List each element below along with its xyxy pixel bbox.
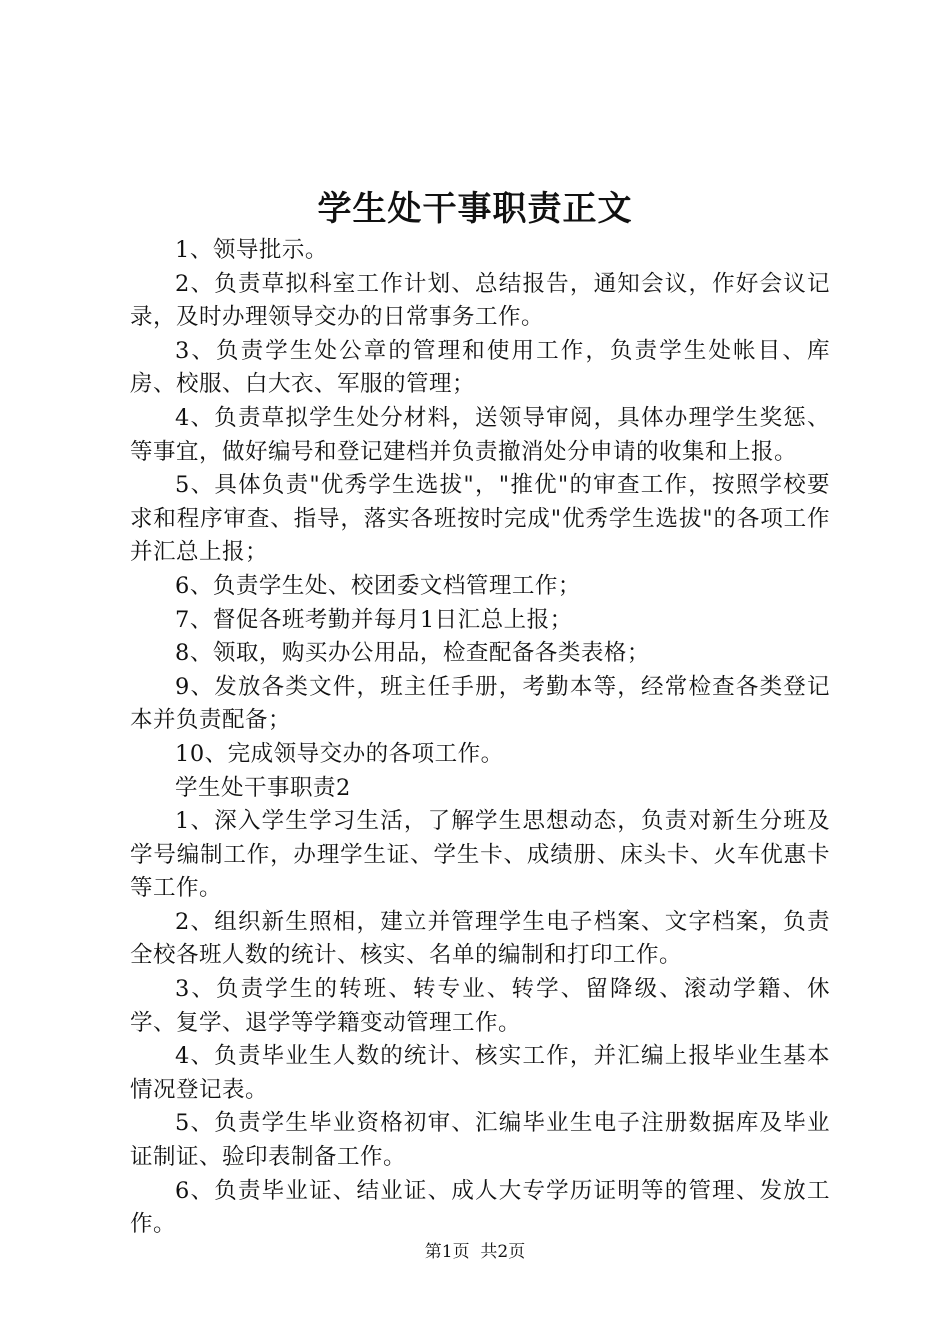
paragraph: 2、负责草拟科室工作计划、总结报告，通知会议，作好会议记录，及时办理领导交办的日常事务工作。: [130, 270, 830, 331]
paragraph: 2、组织新生照相，建立并管理学生电子档案、文字档案，负责全校各班人数的统计、核实、名单的编制和打印工作。: [130, 908, 830, 969]
section-heading: 学生处干事职责2: [175, 774, 351, 801]
paragraph: 3、负责学生处公章的管理和使用工作，负责学生处帐目、库房、校服、白大衣、军服的管理；: [130, 337, 830, 398]
paragraph: 4、负责草拟学生处分材料，送领导审阅，具体办理学生奖惩、等事宜，做好编号和登记建档并负责撤消处分申请的收集和上报。: [130, 404, 830, 465]
paragraph: 6、负责毕业证、结业证、成人大专学历证明等的管理、发放工作。: [130, 1177, 830, 1238]
paragraph: 4、负责毕业生人数的统计、核实工作，并汇编上报毕业生基本情况登记表。: [130, 1043, 830, 1103]
paragraph: 3、负责学生的转班、转专业、转学、留降级、滚动学籍、休学、复学、退学等学籍变动管理工作。: [130, 976, 830, 1036]
page-number-footer: 第1页 共2页: [424, 1242, 526, 1262]
paragraph: 5、具体负责"优秀学生选拔"，"推优"的审查工作，按照学校要求和程序审查、指导，落实各班按时完成"优秀学生选拔"的各项工作并汇总上报；: [130, 472, 830, 566]
paragraph: 1、领导批示。: [175, 237, 328, 263]
paragraph: 10、完成领导交办的各项工作。: [175, 740, 504, 767]
paragraph: 8、领取，购买办公用品，检查配备各类表格；: [175, 640, 650, 667]
document-body: [130, 234, 830, 1242]
paragraph: 1、深入学生学习生活，了解学生思想动态，负责对新生分班及学号编制工作，办理学生证、学生卡、成绩册、床头卡、火车优惠卡等工作。: [130, 808, 830, 902]
document-title: 学生处干事职责正文: [317, 189, 633, 229]
paragraph: 9、发放各类文件，班主任手册，考勤本等，经常检查各类登记本并负责配备；: [130, 673, 830, 734]
paragraph: 7、督促各班考勤并每月1日汇总上报；: [175, 606, 573, 633]
paragraph: 6、负责学生处、校团委文档管理工作；: [175, 572, 581, 599]
paragraph: 5、负责学生毕业资格初审、汇编毕业生电子注册数据库及毕业证制证、验印表制备工作。: [130, 1110, 830, 1171]
